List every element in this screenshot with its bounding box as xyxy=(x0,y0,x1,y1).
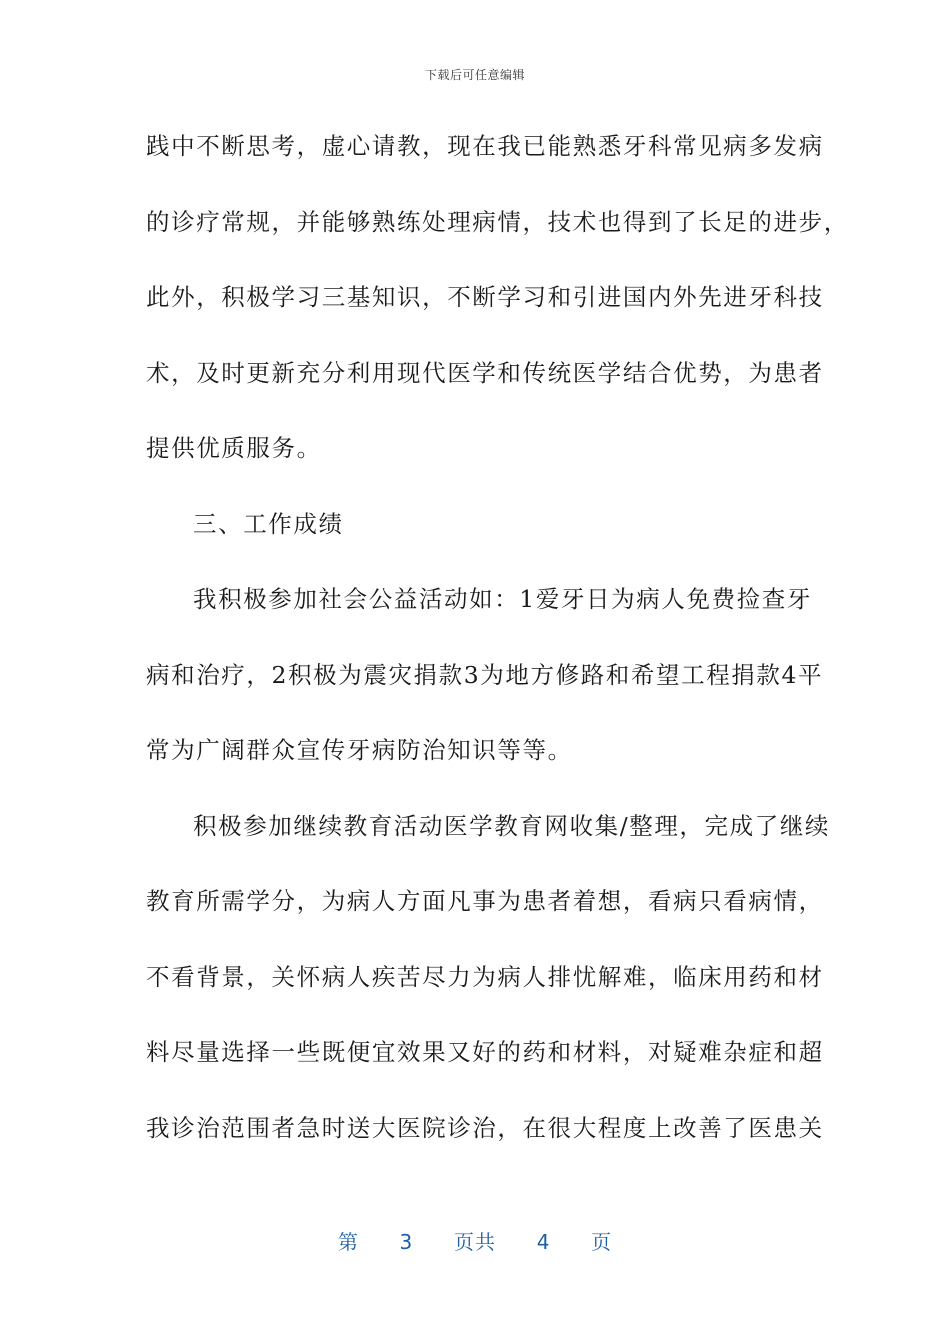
text-line: 病和治疗，2积极为震灾捐款3为地方修路和希望工程捐款4平 xyxy=(146,660,824,689)
text-line: 积极参加继续教育活动医学教育网收集/整理，完成了继续 xyxy=(193,811,831,840)
document-body xyxy=(146,118,849,1175)
text-line: 提供优质服务。 xyxy=(146,434,322,462)
section-heading: 三、工作成绩 xyxy=(193,509,344,538)
text-line: 教育所需学分，为病人方面凡事为患者着想，看病只看病情， xyxy=(146,887,824,915)
text-line: 践中不断思考，虚心请教，现在我已能熟悉牙科常见病多发病 xyxy=(146,132,824,160)
text-line: 我诊治范围者急时送大医院诊治，在很大程度上改善了医患关 xyxy=(146,1113,824,1142)
text-line: 不看背景，关怀病人疾苦尽力为病人排忧解难，临床用药和材 xyxy=(146,962,824,991)
text-line: 常为广阔群众宣传牙病防治知识等等。 xyxy=(146,736,573,764)
text-line: 我积极参加社会公益活动如：1爱牙日为病人免费捡查牙 xyxy=(193,585,812,613)
footer-total-pages: 4 xyxy=(536,1230,551,1254)
text-line: 料尽量选择一些既便宜效果又好的药和材料，对疑难杂症和超 xyxy=(146,1038,824,1066)
page-footer xyxy=(0,1226,950,1255)
text-line: 此外，积极学习三基知识，不断学习和引进国内外先进牙科技 xyxy=(146,283,824,311)
footer-page-number: 3 xyxy=(399,1230,414,1254)
footer-suffix: 页 xyxy=(591,1230,613,1254)
footer-middle: 页共 xyxy=(454,1230,496,1254)
footer-prefix: 第 xyxy=(337,1230,359,1254)
text-line: 的诊疗常规，并能够熟练处理病情，技术也得到了长足的进步， xyxy=(146,207,849,236)
page-header: 下载后可任意编辑 xyxy=(424,68,525,82)
text-line: 术，及时更新充分利用现代医学和传统医学结合优势，为患者 xyxy=(146,358,824,387)
